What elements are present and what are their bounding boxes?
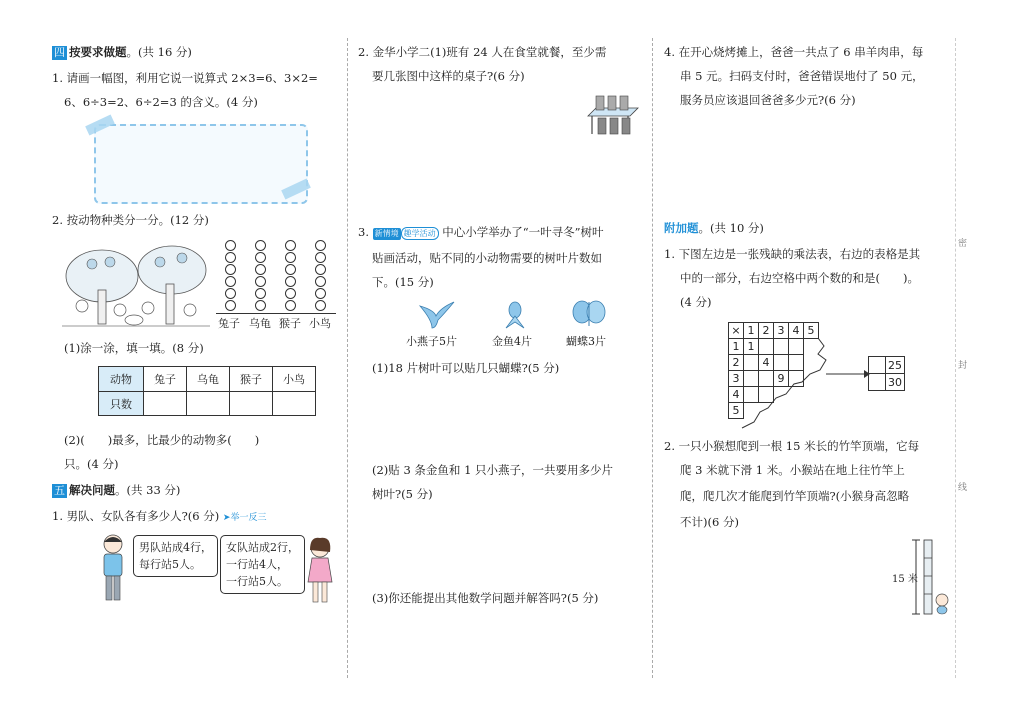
blank-answer-cell[interactable] xyxy=(869,374,886,391)
e2-line3: 爬，爬几次才能爬到竹竿顶端?(小猴身高忽略 xyxy=(680,489,910,503)
new-context-tag: 新情境 xyxy=(374,229,399,238)
e1-line3: (4 分) xyxy=(680,295,712,309)
section-4-heading xyxy=(52,44,192,60)
goldfish-leaf-icon xyxy=(498,298,532,330)
tally-circle[interactable] xyxy=(225,276,236,287)
q4-line2: 串 5 元。扫码支付时，爸爸错误地付了 50 元， xyxy=(680,69,924,83)
extra-section-heading xyxy=(664,220,764,236)
related-practice-link[interactable]: ➤举一反三 xyxy=(222,513,267,523)
bubble-line: 女队站成2行， xyxy=(226,541,299,554)
tally-circle[interactable] xyxy=(255,276,266,287)
q5-1-text xyxy=(52,508,266,526)
section-5-heading xyxy=(52,482,180,498)
column-divider-2 xyxy=(652,38,653,678)
animal-forest-illustration xyxy=(62,240,210,328)
e2-line1: 2. 一只小猴想爬到一根 15 米长的竹竿顶端，它每 xyxy=(664,439,920,453)
e1-line2: 中的一部分，右边空格中两个数的和是( )。 xyxy=(680,271,919,285)
mult-cell: 3 xyxy=(729,371,744,387)
bubble-line: 男队站成4行， xyxy=(139,541,212,554)
tally-circle[interactable] xyxy=(315,276,326,287)
bubble-line: 一行站5人。 xyxy=(226,575,288,588)
column-divider-1 xyxy=(347,38,348,678)
tally-circle[interactable] xyxy=(255,240,266,251)
table-header-cell: 乌龟 xyxy=(187,367,230,392)
extra-score: 。(共 10 分) xyxy=(698,221,764,235)
animal-count-table xyxy=(98,366,316,416)
mult-cell: 4 xyxy=(729,387,744,403)
tally-circle[interactable] xyxy=(285,300,296,311)
table-answer-cell[interactable] xyxy=(273,392,316,416)
q3-number: 3. xyxy=(358,225,369,239)
tally-circle[interactable] xyxy=(285,264,296,275)
section-number-badge: 五 xyxy=(54,484,65,497)
torn-edge-shape xyxy=(740,338,840,430)
table-answer-cell[interactable] xyxy=(144,392,187,416)
tally-circle[interactable] xyxy=(315,240,326,251)
girl-speech-bubble xyxy=(220,535,305,594)
leaf-label: 小燕子5片 xyxy=(406,335,457,348)
tally-circle[interactable] xyxy=(285,240,296,251)
girl-illustration xyxy=(302,536,338,606)
dining-table-illustration xyxy=(584,94,642,136)
tally-circle[interactable] xyxy=(315,300,326,311)
section-number-badge: 四 xyxy=(54,46,65,59)
q3-sub2-line2: 树叶?(5 分) xyxy=(372,487,433,501)
q3-line3: 下。(15 分) xyxy=(372,275,434,289)
mult-cell: 5 xyxy=(804,323,819,339)
seal-char: 密 xyxy=(958,239,968,249)
tally-circle[interactable] xyxy=(225,264,236,275)
boy-speech-bubble xyxy=(133,535,218,577)
seal-char: 封 xyxy=(958,361,968,371)
q4-line3: 服务员应该退回爸爸多少元?(6 分) xyxy=(680,93,856,107)
table-header-cell: 小鸟 xyxy=(273,367,316,392)
mult-cell: 1 xyxy=(744,339,759,355)
table-answer-cell[interactable] xyxy=(230,392,273,416)
tally-circle[interactable] xyxy=(255,300,266,311)
q5-1-question: 1. 男队、女队各有多少人?(6 分) xyxy=(52,509,220,523)
part-cell: 30 xyxy=(886,374,905,391)
arrow-icon xyxy=(826,368,870,380)
q2-line2: 要几张图中这样的桌子?(6 分) xyxy=(372,69,525,83)
animal-label: 兔子 xyxy=(218,317,240,330)
mult-cell: × xyxy=(729,323,744,339)
section-title: 解决问题 xyxy=(69,483,115,497)
tally-circle[interactable] xyxy=(255,288,266,299)
drawing-area[interactable] xyxy=(94,124,308,204)
tally-circle[interactable] xyxy=(285,288,296,299)
mult-cell: 3 xyxy=(774,323,789,339)
q1-text-line2: 6、6÷3=2、6÷2=3 的含义。(4 分) xyxy=(64,95,258,109)
q4-line1: 4. 在开心烧烤摊上，爸爸一共点了 6 串羊肉串，每 xyxy=(664,45,924,59)
pole-length-label: 15 米 xyxy=(892,574,918,585)
q2-line1: 2. 金华小学二(1)班有 24 人在食堂就餐，至少需 xyxy=(358,45,607,59)
fun-activity-tag: 趣学活动 xyxy=(401,227,439,240)
section-score: 。(共 16 分) xyxy=(126,45,192,59)
mult-cell: 4 xyxy=(789,323,804,339)
butterfly-leaf-icon xyxy=(570,298,608,330)
partial-table xyxy=(868,356,905,391)
tally-circle[interactable] xyxy=(285,252,296,263)
table-header-cell: 猴子 xyxy=(230,367,273,392)
e2-line4: 不计)(6 分) xyxy=(680,515,739,529)
e1-line1: 1. 下图左边是一张残缺的乘法表，右边的表格是其 xyxy=(664,247,921,261)
q3-sub3: (3)你还能提出其他数学问题并解答吗?(5 分) xyxy=(372,591,599,605)
q3-text: 中心小学举办了“一叶寻冬”树叶 xyxy=(442,225,604,239)
bubble-line: 一行站4人， xyxy=(226,558,288,571)
q3-line1 xyxy=(358,224,604,240)
tally-circle[interactable] xyxy=(315,288,326,299)
q3-sub1: (1)18 片树叶可以贴几只蝴蝶?(5 分) xyxy=(372,361,560,375)
animal-label: 猴子 xyxy=(279,317,301,330)
leaf-label: 蝴蝶3片 xyxy=(566,335,606,348)
leaf-label: 金鱼4片 xyxy=(492,335,532,348)
mult-cell: 1 xyxy=(744,323,759,339)
mult-cell: 5 xyxy=(729,403,744,419)
q3-line2: 贴画活动，贴不同的小动物需要的树叶片数如 xyxy=(372,251,602,265)
q2-sub1: (1)涂一涂，填一填。(8 分) xyxy=(64,341,204,355)
part-cell: 25 xyxy=(886,357,905,374)
section-title: 按要求做题 xyxy=(69,45,127,59)
column-divider-3 xyxy=(955,38,956,678)
animal-label: 乌龟 xyxy=(249,317,271,330)
seal-char: 线 xyxy=(958,483,968,493)
table-header-cell: 兔子 xyxy=(144,367,187,392)
animal-label: 小鸟 xyxy=(309,317,331,330)
tally-circle[interactable] xyxy=(285,276,296,287)
tally-circle[interactable] xyxy=(255,252,266,263)
tally-circle[interactable] xyxy=(315,264,326,275)
mult-cell: 4 xyxy=(759,355,774,371)
tally-circle[interactable] xyxy=(225,240,236,251)
tally-circle[interactable] xyxy=(315,252,326,263)
tally-circle[interactable] xyxy=(225,288,236,299)
mult-cell: 9 xyxy=(774,371,789,387)
tally-circle[interactable] xyxy=(255,264,266,275)
swallow-leaf-icon xyxy=(416,298,456,330)
q1-text-line1: 1. 请画一幅图，利用它说一说算式 2×3=6、3×2= xyxy=(52,71,318,85)
q2-sub2-line1: (2)( )最多，比最少的动物多( ) xyxy=(64,433,260,447)
q3-sub2-line1: (2)贴 3 条金鱼和 1 只小燕子，一共要用多少片 xyxy=(372,463,614,477)
q2-sub2-line2: 只。(4 分) xyxy=(64,457,119,471)
tally-circle[interactable] xyxy=(225,300,236,311)
table-row-label: 只数 xyxy=(99,392,144,416)
mult-cell: 2 xyxy=(729,355,744,371)
tally-circle[interactable] xyxy=(225,252,236,263)
section-score: 。(共 33 分) xyxy=(115,483,181,497)
e2-line2: 爬 3 米就下滑 1 米。小猴站在地上往竹竿上 xyxy=(680,463,905,477)
blank-answer-cell[interactable] xyxy=(869,357,886,374)
boy-illustration xyxy=(96,532,130,604)
table-header-cell: 动物 xyxy=(99,367,144,392)
bubble-line: 每行站5人。 xyxy=(139,558,201,571)
baseline xyxy=(216,313,336,314)
table-answer-cell[interactable] xyxy=(187,392,230,416)
mult-cell: 1 xyxy=(729,339,744,355)
extra-title: 附加题 xyxy=(664,221,699,235)
q2-text: 2. 按动物种类分一分。(12 分) xyxy=(52,213,209,227)
mult-cell: 2 xyxy=(759,323,774,339)
